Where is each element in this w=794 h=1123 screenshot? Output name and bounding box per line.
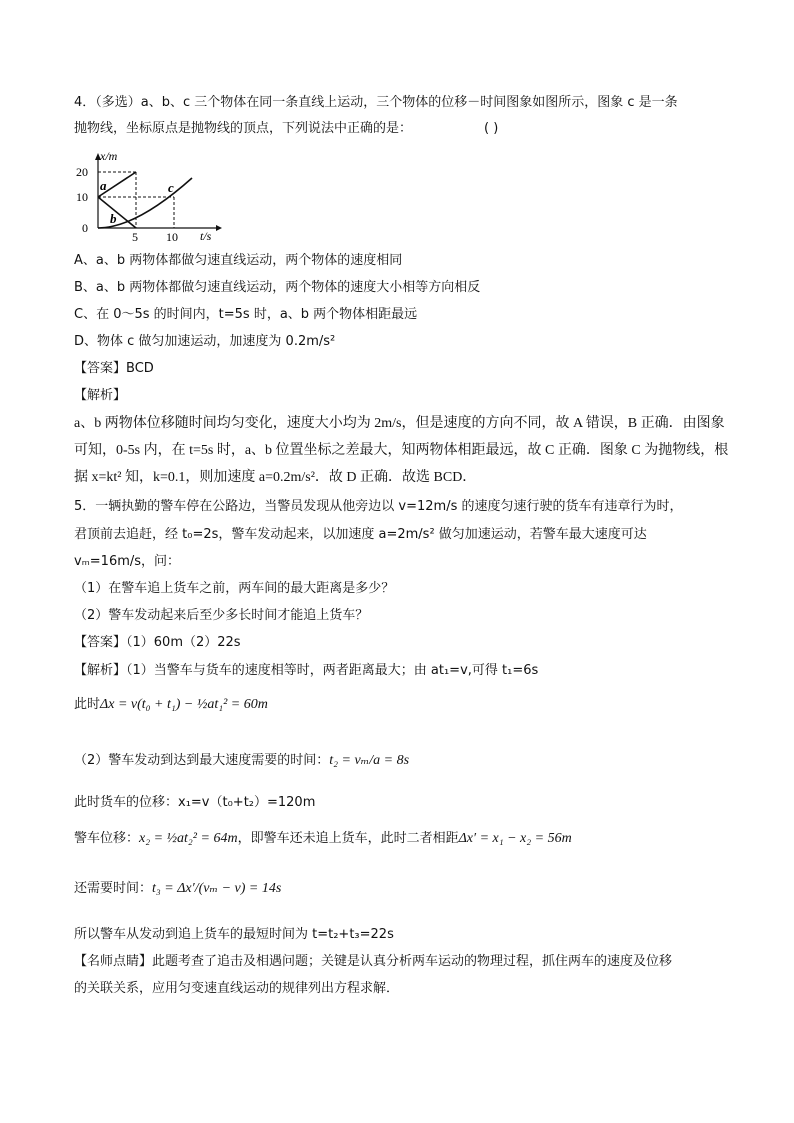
q5-eq2: t₂ = vₘ/a = 8s <box>329 753 410 768</box>
q4-analysis-line3: 据 x=kt² 知，k=0.1，则加速度 a=0.2m/s²．故 D 正确．故选 BCD． <box>74 470 477 485</box>
q5-eq1-row <box>74 696 268 714</box>
q4-option-b: B、a、b 两物体都做匀速直线运动，两个物体的速度大小相等方向相反 <box>74 280 481 295</box>
q4-answer: 【答案】BCD <box>74 361 154 376</box>
q4-analysis-line2: 可知，0-5s 内，在 t=5s 时，a、b 位置坐标之差最大，知两物体相距最远，故 C 正确．图象 C 为抛物线，根 <box>74 443 729 458</box>
q4-stem-line1: 4．（多选）a、b、c 三个物体在同一条直线上运动，三个物体的位移－时间图象如图所示，图象 c 是一条 <box>74 95 678 110</box>
label-b: b <box>110 211 117 226</box>
q5-stem-line1: 5．一辆执勤的警车停在公路边，当警员发现从他旁边以 v=12m/s 的速度匀速行驶的货车有违章行为时， <box>74 499 683 514</box>
y-tick-20: 20 <box>76 165 88 179</box>
x-axis-arrow <box>216 225 222 231</box>
q5-comment-line2: 的关联关系，应用匀变速直线运动的规律列出方程求解． <box>74 981 400 996</box>
q5-conclusion: 所以警车从发动到追上货车的最短时间为 t=t₂+t₃=22s <box>74 927 394 942</box>
q5-eq4-row <box>74 830 572 848</box>
label-c: c <box>168 180 174 195</box>
y-tick-10: 10 <box>76 190 88 204</box>
q4-stem-text: 抛物线，坐标原点是抛物线的顶点，下列说法中正确的是： <box>74 121 413 136</box>
q5-eq3: 此时货车的位移：x₁=v（t₀+t₂）=120m <box>74 795 316 810</box>
q5-eq5: t₃ = Δx′/(vₘ − v) = 14s <box>152 881 282 896</box>
q5-eq2-prefix: （2）警车发动到达到最大速度需要的时间： <box>74 753 330 768</box>
q5-eq5-row <box>74 880 281 898</box>
q5-answer: 【答案】（1）60m（2）22s <box>74 635 241 650</box>
x-axis-label: t/s <box>200 229 212 243</box>
y-axis-label: x/m <box>100 149 118 163</box>
q5-eq1: Δx = v(t₀ + t₁) − ½at₁² = 60m <box>100 697 268 712</box>
xt-graph <box>70 150 210 242</box>
line-b <box>98 197 136 228</box>
q5-eq4-prefix: 警车位移： <box>74 831 140 846</box>
q5-sub2: （2）警车发动起来后至少多长时间才能追上货车？ <box>74 608 369 623</box>
q5-analysis-line1: 【解析】（1）当警车与货车的速度相等时，两者距离最大；由 at₁=v,可得 t₁=6s <box>74 663 539 678</box>
q5-comment-line1: 【名师点睛】此题考查了追击及相遇问题；关键是认真分析两车运动的物理过程，抓住两车的速度及位移 <box>74 954 673 969</box>
q5-stem-line2: 君顶前去追赶，经 t₀=2s，警车发动起来，以加速度 a=2m/s² 做匀加速运动，若警车最大速度可达 <box>74 527 647 542</box>
q4-analysis-line1: a、b 两物体位移随时间均匀变化，速度大小均为 2m/s，但是速度的方向不同，故 A 错误，B 正确．由图象 <box>74 416 725 431</box>
x-tick-5: 5 <box>132 230 138 244</box>
q4-option-c: C、在 0～5s 的时间内，t=5s 时，a、b 两个物体相距最远 <box>74 307 418 322</box>
q4-answer-blank: ( ) <box>484 121 499 136</box>
q5-eq4b: Δx′ = x₁ − x₂ = 56m <box>458 831 572 846</box>
q5-sub1: （1）在警车追上货车之前，两车间的最大距离是多少？ <box>74 581 395 596</box>
x-tick-10: 10 <box>166 230 178 244</box>
q4-option-a: A、a、b 两物体都做匀速直线运动，两个物体的速度相同 <box>74 253 403 268</box>
q5-eq5-prefix: 还需要时间： <box>74 881 153 896</box>
y-tick-0: 0 <box>82 221 88 235</box>
q4-stem-line2 <box>74 120 499 138</box>
q5-eq2-row <box>74 752 409 770</box>
q5-eq1-prefix: 此时 <box>74 697 101 712</box>
label-a: a <box>100 178 107 193</box>
q5-stem-line3: vₘ=16m/s，问： <box>74 554 181 569</box>
q4-analysis-head: 【解析】 <box>74 388 127 403</box>
q5-eq4: x₂ = ½at₂² = 64m <box>139 831 238 846</box>
q4-option-d: D、物体 c 做匀加速运动，加速度为 0.2m/s² <box>74 334 336 349</box>
q5-eq4-mid: ，即警车还未追上货车，此时二者相距 <box>237 831 459 846</box>
